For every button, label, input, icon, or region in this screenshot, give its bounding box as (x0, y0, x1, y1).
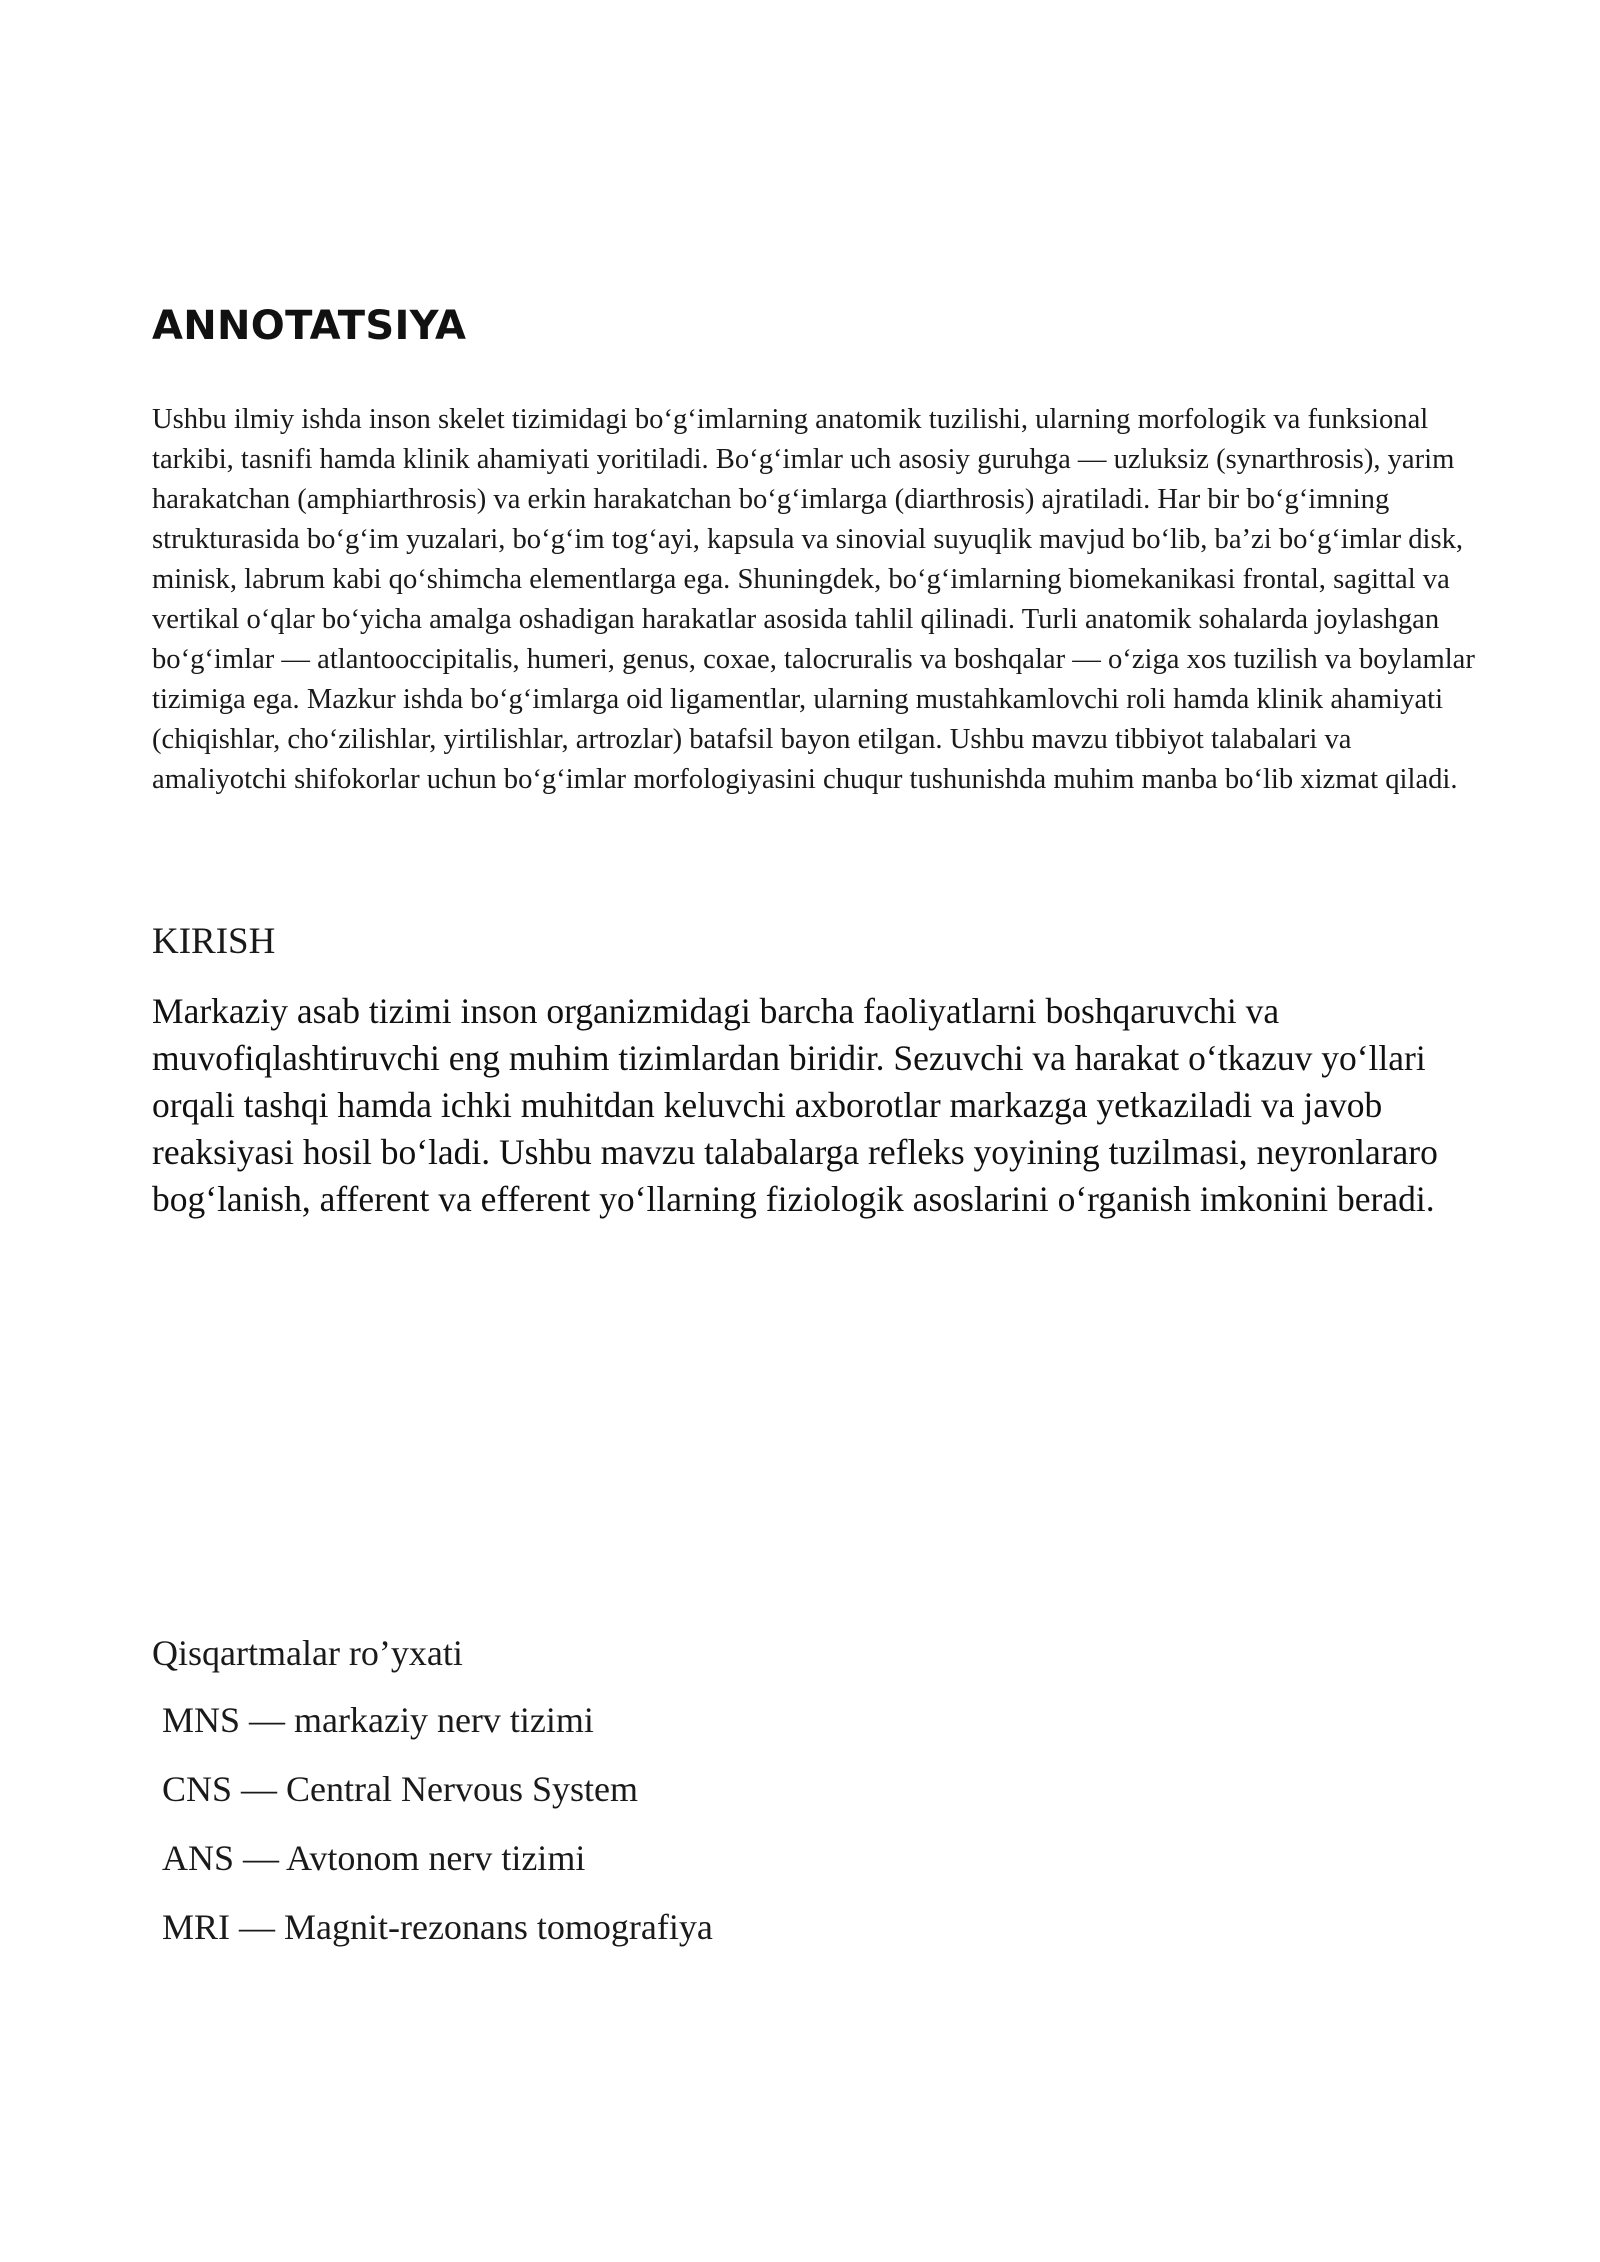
introduction-heading: KIRISH (152, 921, 276, 962)
abbreviation-item: CNS — Central Nervous System (162, 1769, 638, 1809)
abstract-paragraph: Ushbu ilmiy ishda inson skelet tizimidagi bo‘g‘imlarning anatomik tuzilishi, ularning morfologik va funksional tarkibi, tasnifi hamda klinik ahamiyati yoritiladi. Bo‘g‘imlar uch asosiy guruhga — uzluksiz (synarthrosis), yarim harakatchan (amphiarthrosis) va erkin harakatchan bo‘g‘imlarga (diarthrosis) ajratiladi. Har bir bo‘g‘imning strukturasida bo‘g‘im yuzalari, bo‘g‘im tog‘ayi, kapsula va sinovial suyuqlik mavjud bo‘lib, ba’zi bo‘g‘imlar disk, minisk, labrum kabi qo‘shimcha elementlarga ega. Shuningdek, bo‘g‘imlarning biomekanikasi frontal, sagittal va vertikal o‘qlar bo‘yicha amalga oshadigan harakatlar asosida tahlil qilinadi. Turli anatomik sohalarda joylashgan bo‘g‘imlar — atlantooccipitalis, humeri, genus, coxae, talocruralis va boshqalar — o‘ziga xos tuzilish va boylamlar tizimiga ega. Mazkur ishda bo‘g‘imlarga oid ligamentlar, ularning mustahkamlovchi roli hamda klinik ahamiyati (chiqishlar, cho‘zilishlar, yirtilishlar, artrozlar) batafsil bayon etilgan. Ushbu mavzu tibbiyot talabalari va amaliyotchi shifokorlar uchun bo‘g‘imlar morfologiyasini chuqur tushunishda muhim manba bo‘lib xizmat qiladi. (152, 404, 1475, 795)
abbreviation-item: ANS — Avtonom nerv tizimi (162, 1838, 586, 1878)
abbreviations-list (162, 1700, 713, 1976)
introduction-paragraph: Markaziy asab tizimi inson organizmidagi barcha faoliyatlarni boshqaruvchi va muvofiqlashtiruvchi eng muhim tizimlardan biridir. Sezuvchi va harakat o‘tkazuv yo‘llari orqali tashqi hamda ichki muhitdan keluvchi axborotlar markazga yetkaziladi va javob reaksiyasi hosil bo‘ladi. Ushbu mavzu talabalarga refleks yoyining tuzilmasi, neyronlararo bog‘lanish, afferent va efferent yo‘llarning fiziologik asoslarini o‘rganish imkonini beradi. (152, 991, 1438, 1219)
abbreviation-item: MNS — markaziy nerv tizimi (162, 1700, 594, 1740)
abbreviations-heading: Qisqartmalar ro’yxati (152, 1633, 463, 1673)
abbreviation-item: MRI — Magnit-rezonans tomografiya (162, 1907, 713, 1947)
abstract-heading: ANNOTATSIYA (152, 303, 467, 349)
